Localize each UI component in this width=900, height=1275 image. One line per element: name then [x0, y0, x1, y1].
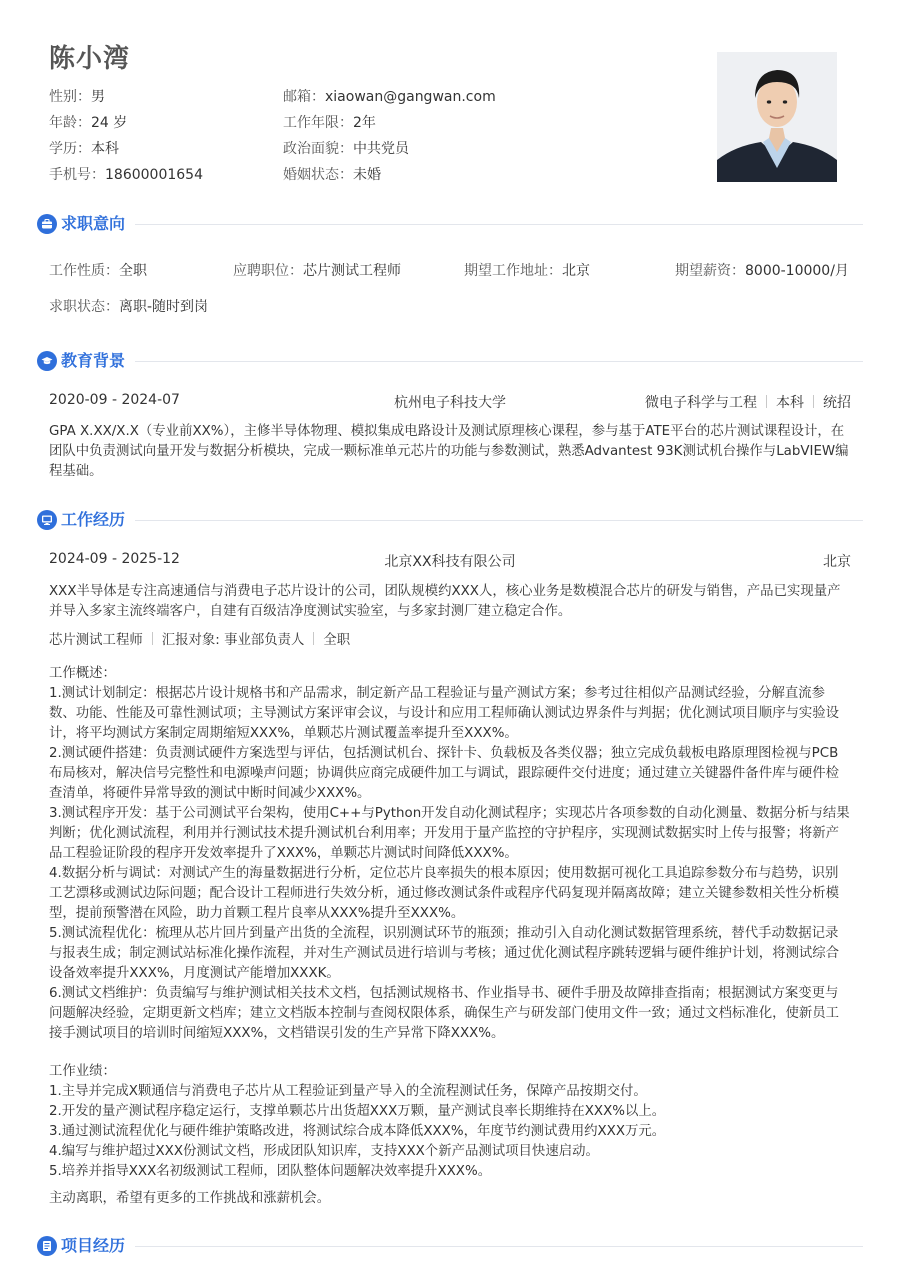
separator — [813, 395, 814, 408]
education-description: GPA X.XX/X.X（专业前XX%），主修半导体物理、模拟集成电路设计及测试原理核心课程，参与基于ATE平台的芯片测试课程设计，在团队中负责测试向量开发与数据分析模块，完成一颗标准单元芯片的功能与参数测试，熟悉Advantest 93K测试机台操作与LabVIEW编程基础。 — [49, 424, 849, 479]
education-row — [49, 392, 851, 412]
education-level-label: 学历： — [49, 141, 91, 157]
overview-item: 3.测试程序开发：基于公司测试平台架构，使用C++与Python开发自动化测试程序；实现芯片各项参数的自动化测量、数据分析与结果判断；优化测试流程，利用并行测试技术提升测试机台利用率；开发用于量产监控的守护程序，实现测试数据实时上传与报警；将新产品工程验证阶段的程序开发效率提升了XXX%，单颗芯片测试时间降低XXX%。 — [49, 806, 850, 861]
achievement-item: 3.通过测试流程优化与硬件维护策略改进，将测试综合成本降低XXX%，年度节约测试费用约XXX万元。 — [49, 1124, 666, 1139]
profile-photo — [717, 52, 837, 182]
email-value: xiaowan@gangwan.com — [325, 89, 496, 105]
work-city: 北京 — [823, 554, 851, 570]
email-row — [283, 86, 496, 106]
overview-item: 4.数据分析与调试：对测试产生的海量数据进行分析，定位芯片良率损失的根本原因；使用数据可视化工具追踪参数分布与趋势，识别工艺漂移或测试边际问题；配合设计工程师进行失效分析，通过修改测试条件或程序代码复现并隔离故障；建立关键参数相关性分析模型，提前预警潜在风险，助力首颗工程片良率从XXX%提升至XXX%。 — [49, 866, 840, 921]
work-role: 芯片测试工程师 — [49, 633, 143, 648]
achievement-item: 5.培养并指导XXX名初级测试工程师，团队整体问题解决效率提升XXX%。 — [49, 1164, 492, 1179]
section-divider — [135, 520, 863, 521]
age-value: 24 岁 — [91, 115, 128, 131]
company-description: XXX半导体是专注高速通信与消费电子芯片设计的公司，团队规模约XXX人，核心业务是数模混合芯片的研发与销售，产品已实现量产并导入多家主流终端客户，自建有百级洁净度测试实验室，与多家封测厂建立稳定合作。 — [49, 584, 841, 619]
briefcase-icon — [37, 214, 57, 234]
intent-salary-value: 8000-10000/月 — [745, 263, 849, 279]
intent-salary — [675, 260, 849, 280]
political-row — [283, 138, 409, 158]
education-period: 2020-09 - 2024-07 — [49, 392, 180, 408]
monitor-icon — [37, 510, 57, 530]
work-overview-title: 工作概述： — [49, 666, 116, 681]
years-value: 2年 — [353, 115, 376, 131]
graduation-cap-icon — [37, 351, 57, 371]
phone-label: 手机号： — [49, 167, 105, 183]
section-intent-header — [37, 212, 863, 236]
section-work-header — [37, 508, 863, 532]
marital-row — [283, 164, 381, 184]
education-degree: 本科 — [776, 395, 804, 411]
intent-city — [464, 260, 590, 280]
intent-status-label: 求职状态： — [49, 299, 119, 315]
age-label: 年龄： — [49, 115, 91, 131]
section-intent-title: 求职意向 — [61, 214, 126, 233]
intent-nature-label: 工作性质： — [49, 263, 119, 279]
intent-salary-label: 期望薪资： — [675, 263, 745, 279]
email-label: 邮箱： — [283, 89, 325, 105]
separator — [152, 632, 153, 645]
overview-item: 2.测试硬件搭建：负责测试硬件方案选型与评估，包括测试机台、探针卡、负载板及各类仪器；独立完成负载板电路原理图检视与PCB布局核对，解决信号完整性和电源噪声问题；协调供应商完成硬件加工与调试，跟踪硬件交付进度；通过建立关键器件备件库与硬件检查清单，将硬件异常导致的测试中断时间减少XXX%。 — [49, 746, 840, 801]
work-achievements-title: 工作业绩： — [49, 1064, 116, 1079]
intent-status-value: 离职-随时到岗 — [119, 299, 209, 315]
education-details — [645, 392, 851, 412]
work-type: 全职 — [323, 633, 351, 648]
education-level-value: 本科 — [91, 141, 119, 157]
political-value: 中共党员 — [353, 141, 409, 157]
achievement-item: 4.编写与维护超过XXX份测试文档，形成团队知识库，支持XXX个新产品测试项目快速启动。 — [49, 1144, 599, 1159]
education-school: 杭州电子科技大学 — [394, 395, 506, 411]
marital-label: 婚姻状态： — [283, 167, 353, 183]
intent-position-value: 芯片测试工程师 — [303, 263, 401, 279]
leave-reason: 主动离职，希望有更多的工作挑战和涨薪机会。 — [49, 1191, 331, 1206]
section-project-title: 项目经历 — [61, 1236, 126, 1255]
years-label: 工作年限： — [283, 115, 353, 131]
intent-nature-value: 全职 — [119, 263, 147, 279]
work-period: 2024-09 - 2025-12 — [49, 551, 180, 567]
section-divider — [135, 361, 863, 362]
marital-value: 未婚 — [353, 167, 381, 183]
work-row — [49, 551, 851, 571]
gender-label: 性别： — [49, 89, 91, 105]
section-education-title: 教育背景 — [61, 351, 126, 370]
achievement-item: 1.主导并完成X颗通信与消费电子芯片从工程验证到量产导入的全流程测试任务，保障产品按期交付。 — [49, 1084, 647, 1099]
overview-item: 1.测试计划制定：根据芯片设计规格书和产品需求，制定新产品工程验证与量产测试方案；参考过往相似产品测试经验，分解直流参数、功能、性能及可靠性测试项；主导测试方案评审会议，与设计和应用工程师确认测试边界条件与判据；优化测试项目顺序与实验设计，将平均测试方案制定周期缩短XXX%，单颗芯片测试覆盖率提升至XXX%。 — [49, 686, 840, 741]
overview-item: 5.测试流程优化：梳理从芯片回片到量产出货的全流程，识别测试环节的瓶颈；推动引入自动化测试数据管理系统，替代手动数据记录与报表生成；制定测试站标准化操作流程，并对生产测试员进行培训与考核；通过优化测试程序跳转逻辑与硬件维护计划，将测试综合设备效率提升XXX%，月度测试产能增加XXXK。 — [49, 926, 840, 981]
years-row — [283, 112, 376, 132]
section-work-title: 工作经历 — [61, 510, 126, 529]
intent-position-label: 应聘职位： — [233, 263, 303, 279]
separator — [766, 395, 767, 408]
intent-position — [233, 260, 401, 280]
work-achievements — [49, 1062, 851, 1182]
work-company: 北京XX科技有限公司 — [384, 554, 516, 570]
candidate-name: 陈小湾 — [49, 44, 131, 74]
gender-value: 男 — [91, 89, 105, 105]
work-overview — [49, 664, 851, 1044]
section-divider — [135, 1246, 863, 1247]
education-type: 统招 — [823, 395, 851, 411]
document-icon — [37, 1236, 57, 1256]
achievement-item: 2.开发的量产测试程序稳定运行，支撑单颗芯片出货超XXX万颗，量产测试良率长期维持在XXX%以上。 — [49, 1104, 666, 1119]
intent-nature — [49, 260, 147, 280]
intent-city-value: 北京 — [562, 263, 590, 279]
intent-status — [49, 296, 208, 316]
age-row — [49, 112, 127, 132]
section-divider — [135, 224, 863, 225]
work-tags — [49, 629, 350, 648]
phone-value: 18600001654 — [105, 167, 203, 183]
overview-item: 6.测试文档维护：负责编写与维护测试相关技术文档，包括测试规格书、作业指导书、硬件手册及故障排查指南；根据测试方案变更与问题解决经验，定期更新文档库；建立文档版本控制与查阅权限体系，确保生产与研发部门使用文件一致；通过文档标准化，使新员工接手测试项目的培训时间缩短XXX%，文档错误引发的生产异常下降XXX%。 — [49, 986, 840, 1041]
education-level-row — [49, 138, 119, 158]
gender-row — [49, 86, 105, 106]
work-report: 汇报对象: 事业部负责人 — [161, 633, 305, 648]
intent-city-label: 期望工作地址： — [464, 263, 562, 279]
section-education-header — [37, 349, 863, 373]
education-major: 微电子科学与工程 — [645, 395, 757, 411]
political-label: 政治面貌： — [283, 141, 353, 157]
section-project-header — [37, 1234, 863, 1258]
separator — [313, 632, 314, 645]
phone-row — [49, 164, 203, 184]
